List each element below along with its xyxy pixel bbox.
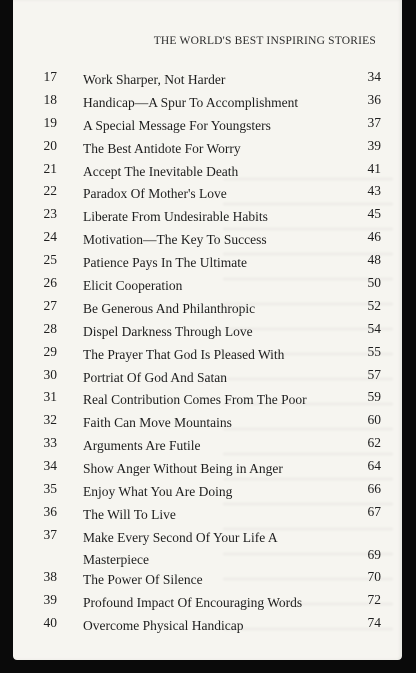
page-number: 45 <box>367 206 381 222</box>
page-number: 67 <box>367 503 381 519</box>
chapter-title: Real Contribution Comes From The Poor <box>83 392 307 408</box>
toc-entry <box>13 527 402 569</box>
chapter-number: 19 <box>43 114 57 130</box>
page-number: 41 <box>367 160 381 176</box>
chapter-title: The Best Antidote For Worry <box>83 140 241 156</box>
chapter-title: Be Generous And Philanthropic <box>83 300 256 316</box>
chapter-number: 30 <box>43 366 57 382</box>
chapter-title: The Will To Live <box>83 506 176 522</box>
chapter-number: 40 <box>43 614 57 630</box>
toc-entry <box>13 344 402 367</box>
page-number: 72 <box>367 591 381 607</box>
chapter-number: 26 <box>43 275 57 291</box>
chapter-title: Patience Pays In The Ultimate <box>83 255 247 271</box>
chapter-number: 29 <box>43 343 57 359</box>
chapter-title: Accept The Inevitable Death <box>83 163 239 179</box>
page-number: 64 <box>367 458 381 474</box>
chapter-title: Overcome Physical Handicap <box>83 617 244 633</box>
chapter-number: 35 <box>43 481 57 497</box>
chapter-title-line: Masterpiece <box>83 551 149 567</box>
toc-entry <box>13 481 402 504</box>
chapter-number: 38 <box>43 568 57 584</box>
chapter-title: Arguments Are Futile <box>83 438 201 454</box>
page-number: 34 <box>367 69 381 84</box>
page-number: 39 <box>367 137 381 153</box>
toc-entry <box>13 569 402 592</box>
chapter-number: 25 <box>43 252 57 268</box>
page-number: 37 <box>367 114 381 130</box>
toc-entry <box>13 412 402 435</box>
chapter-number: 31 <box>43 389 57 405</box>
chapter-title-line: Make Every Second Of Your Life A <box>83 529 278 545</box>
page-number: 54 <box>367 320 381 336</box>
toc-entry <box>13 435 402 458</box>
chapter-title: Elicit Cooperation <box>83 278 183 294</box>
running-header: THE WORLD'S BEST INSPIRING STORIES <box>153 35 376 47</box>
chapter-title: Profound Impact Of Encouraging Words <box>83 594 303 610</box>
chapter-title: Handicap—A Spur To Accomplishment <box>83 94 299 110</box>
page-number: 57 <box>367 366 381 382</box>
toc-entry <box>13 504 402 527</box>
chapter-title: Portriat Of God And Satan <box>83 369 227 385</box>
page-number: 36 <box>367 91 381 107</box>
page-number: 52 <box>367 297 381 313</box>
chapter-title: Motivation—The Key To Success <box>83 232 267 248</box>
page-number: 70 <box>367 568 381 584</box>
chapter-number: 24 <box>43 229 57 245</box>
chapter-number: 37 <box>43 526 57 542</box>
chapter-title: The Power Of Silence <box>83 571 203 587</box>
page-number: 59 <box>367 389 381 405</box>
chapter-number: 34 <box>43 458 57 474</box>
chapter-title: Work Sharper, Not Harder <box>83 72 226 87</box>
toc-entry <box>13 367 402 390</box>
page-number: 46 <box>367 229 381 245</box>
page-number: 50 <box>367 275 381 291</box>
toc-entry <box>13 115 402 138</box>
page-number: 66 <box>367 481 381 497</box>
toc-entry <box>13 161 402 184</box>
chapter-number: 33 <box>43 435 57 451</box>
chapter-title: A Special Message For Youngsters <box>83 117 271 133</box>
chapter-title: Show Anger Without Being in Anger <box>83 461 283 477</box>
page-number: 43 <box>367 183 381 199</box>
chapter-number: 39 <box>43 591 57 607</box>
toc-entry <box>13 138 402 161</box>
toc-entry <box>13 69 402 92</box>
chapter-title: Paradox Of Mother's Love <box>83 186 227 202</box>
page-number: 62 <box>367 435 381 451</box>
toc-entry <box>13 229 402 252</box>
chapter-title: Faith Can Move Mountains <box>83 415 232 431</box>
table-of-contents <box>13 69 402 637</box>
toc-entry <box>13 321 402 344</box>
toc-entry <box>13 206 402 229</box>
page-number: 60 <box>367 412 381 428</box>
book-page <box>13 0 402 660</box>
toc-entry <box>13 298 402 321</box>
page-number: 74 <box>367 614 381 630</box>
toc-entry <box>13 389 402 412</box>
chapter-title <box>83 527 333 571</box>
toc-entry <box>13 592 402 615</box>
page-number: 69 <box>367 546 381 562</box>
page-number: 55 <box>367 343 381 359</box>
page-number: 48 <box>367 252 381 268</box>
chapter-number: 28 <box>43 320 57 336</box>
chapter-title: Enjoy What You Are Doing <box>83 484 233 500</box>
chapter-title: Liberate From Undesirable Habits <box>83 209 268 225</box>
toc-entry <box>13 92 402 115</box>
chapter-number: 32 <box>43 412 57 428</box>
chapter-number: 27 <box>43 297 57 313</box>
chapter-number: 22 <box>43 183 57 199</box>
chapter-number: 23 <box>43 206 57 222</box>
chapter-number: 18 <box>43 91 57 107</box>
toc-entry <box>13 458 402 481</box>
toc-entry <box>13 183 402 206</box>
toc-entry <box>13 615 402 638</box>
chapter-number: 17 <box>43 69 57 84</box>
chapter-number: 36 <box>43 503 57 519</box>
toc-entry <box>13 275 402 298</box>
chapter-title: The Prayer That God Is Pleased With <box>83 346 285 362</box>
chapter-title: Dispel Darkness Through Love <box>83 323 253 339</box>
chapter-number: 21 <box>43 160 57 176</box>
chapter-number: 20 <box>43 137 57 153</box>
toc-entry <box>13 252 402 275</box>
